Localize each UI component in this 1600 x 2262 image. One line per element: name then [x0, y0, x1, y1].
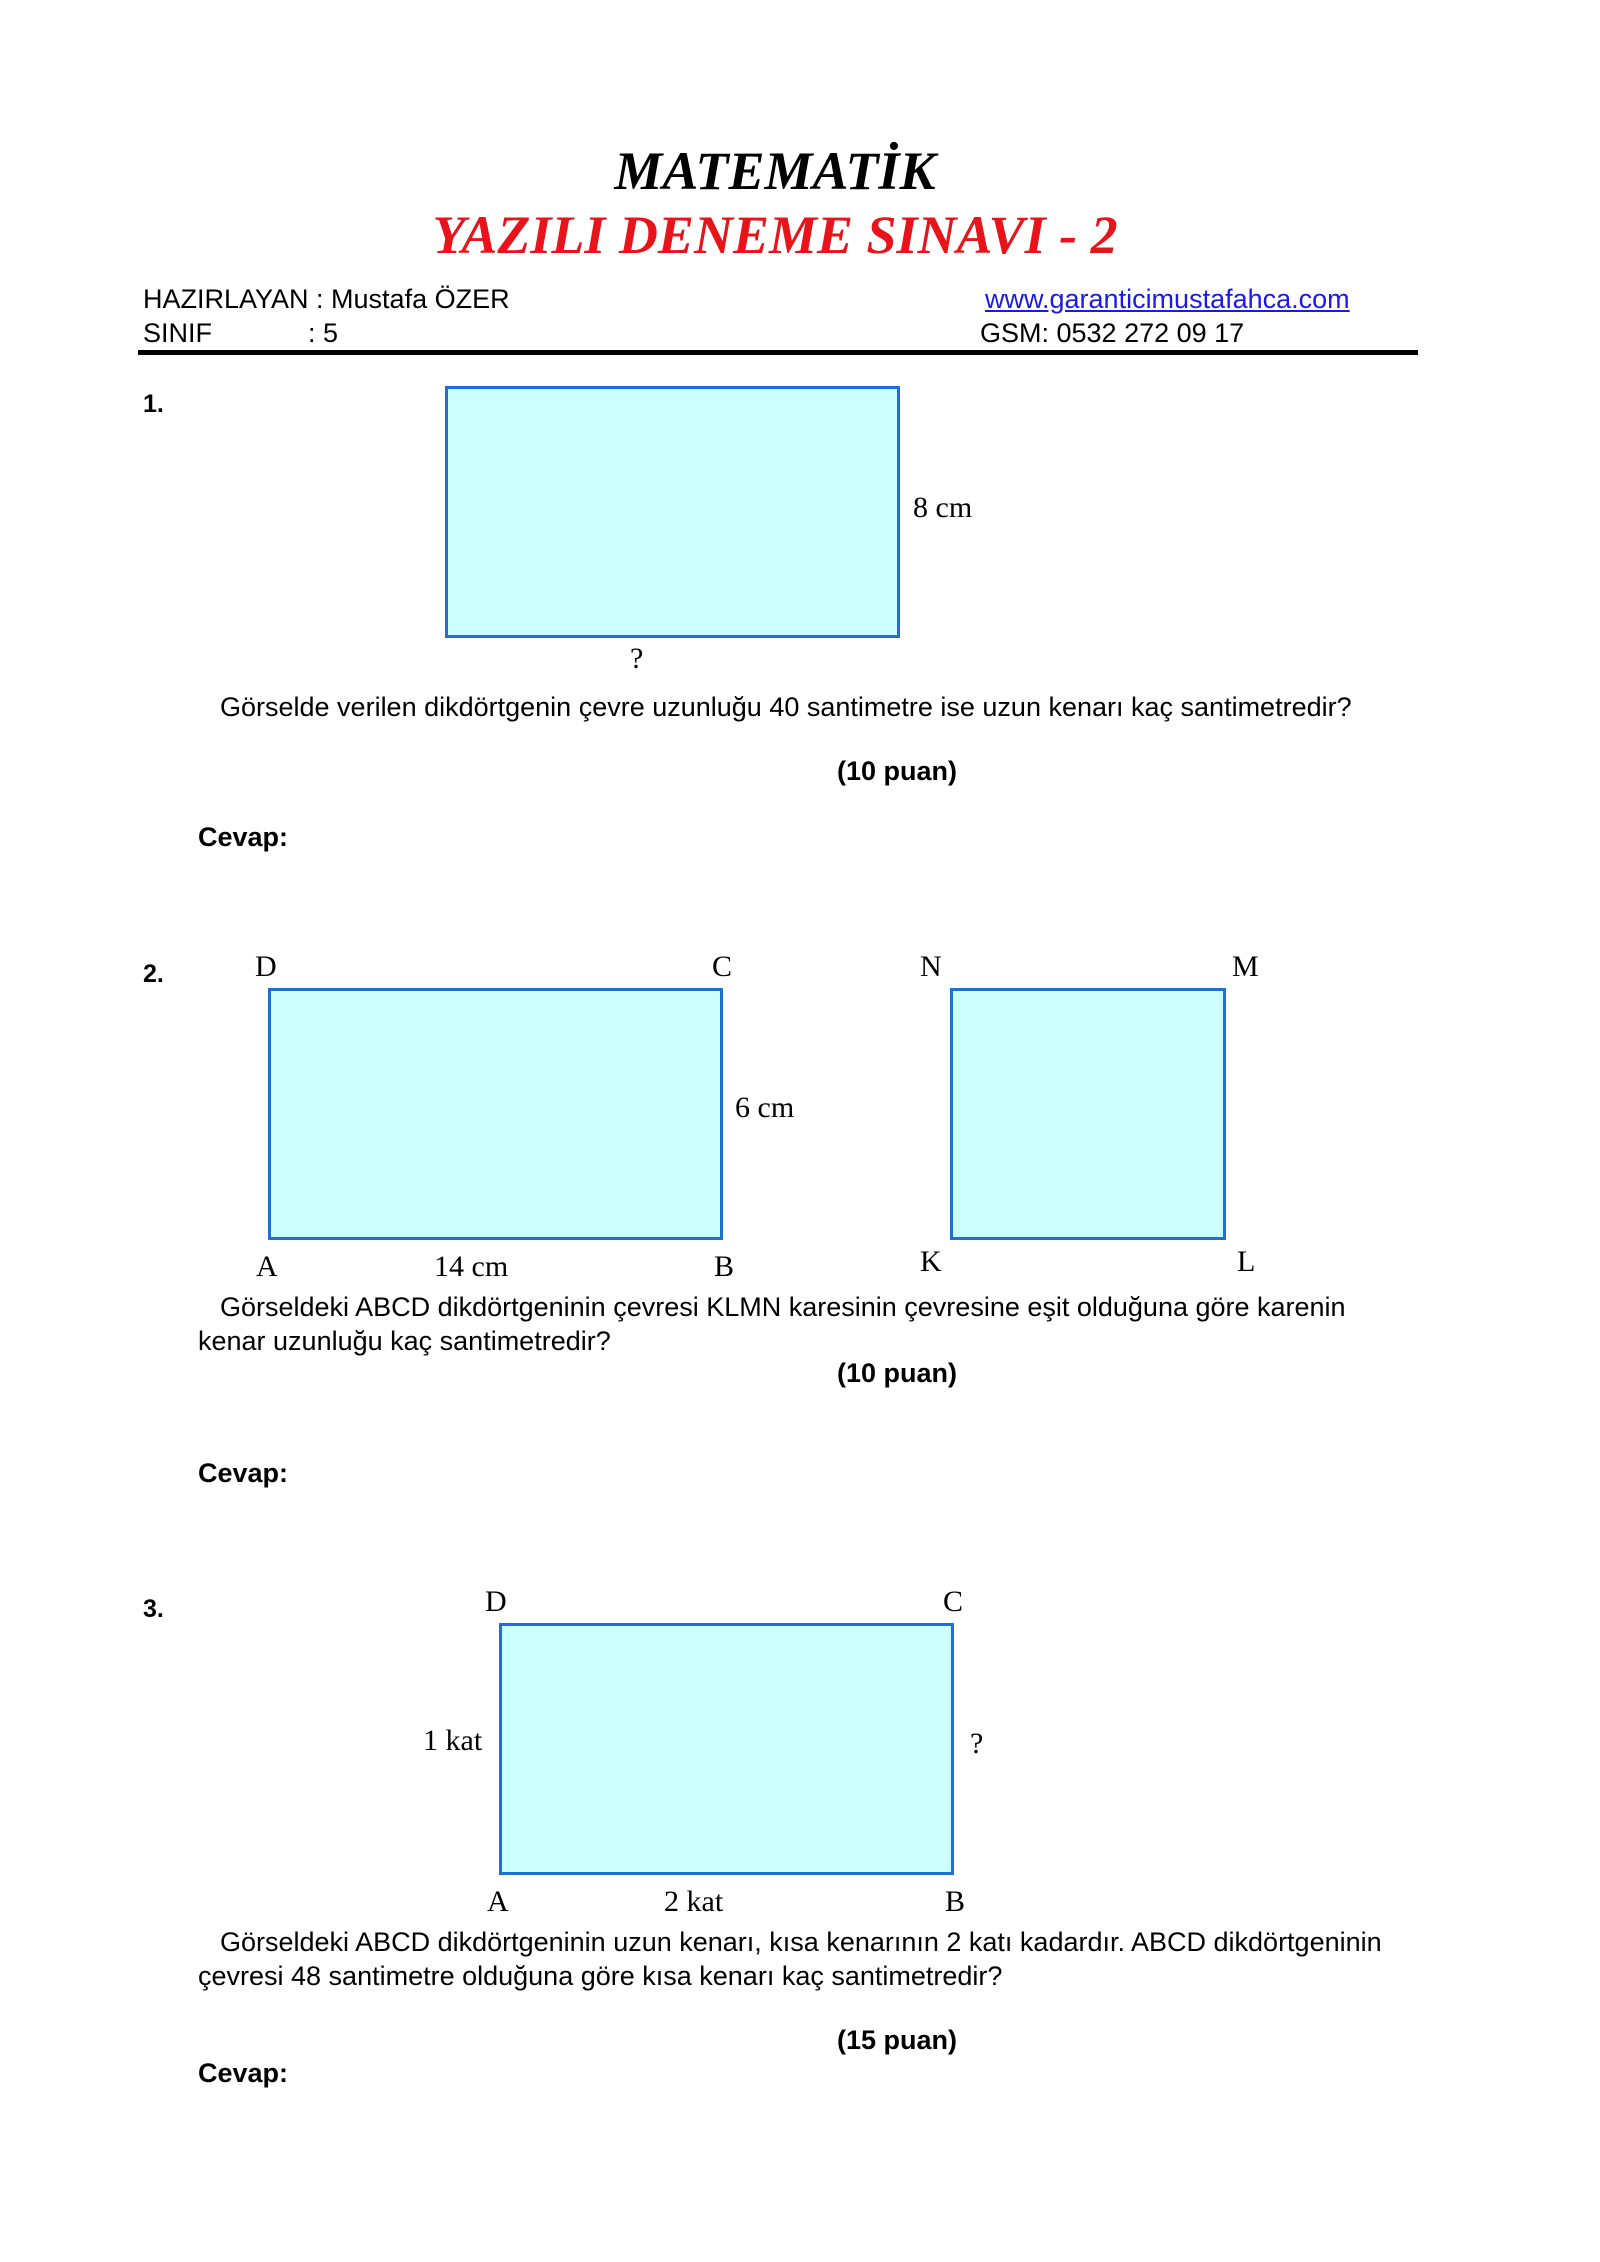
question-1-number: 1.: [143, 390, 164, 418]
question-1-points: (10 puan): [837, 756, 958, 786]
website-link[interactable]: www.garanticimustafahca.com: [985, 284, 1350, 314]
q3-label-B: B: [945, 1885, 966, 1918]
q2-label-K: K: [920, 1245, 942, 1278]
class-value: : 5: [308, 318, 339, 348]
q3-left-label: 1 kat: [423, 1724, 483, 1757]
q3-rectangle-abcd: [499, 1623, 954, 1875]
question-2-text-line2: kenar uzunluğu kaç santimetredir?: [198, 1326, 611, 1356]
q3-bottom-label: 2 kat: [664, 1885, 724, 1918]
author-label: HAZIRLAYAN : Mustafa ÖZER: [143, 284, 510, 314]
question-3-text-line1: Görseldeki ABCD dikdörtgeninin uzun kenarı, kısa kenarının 2 katı kadardır. ABCD dikdörtgeninin: [220, 1927, 1382, 1957]
q1-side-label: 8 cm: [913, 491, 973, 524]
question-3-number: 3.: [143, 1595, 164, 1623]
q2-label-L: L: [1237, 1245, 1256, 1278]
question-3-points: (15 puan): [837, 2025, 958, 2055]
q1-bottom-label: ?: [630, 642, 644, 675]
q3-label-A: A: [487, 1885, 509, 1918]
q2-side-label: 6 cm: [735, 1091, 795, 1124]
q2-label-D: D: [255, 950, 277, 983]
q2-label-A: A: [256, 1250, 278, 1283]
q2-rectangle-abcd: [268, 988, 723, 1240]
q2-label-C: C: [712, 950, 733, 983]
q2-label-M: M: [1232, 950, 1259, 983]
question-2-answer-label: Cevap:: [198, 1458, 289, 1488]
q3-label-C: C: [943, 1585, 964, 1618]
question-2-text-line1: Görseldeki ABCD dikdörtgeninin çevresi KLMN karesinin çevresine eşit olduğuna göre karenin: [220, 1292, 1346, 1322]
header-divider: [138, 350, 1418, 355]
class-label: SINIF: [143, 318, 213, 348]
q2-bottom-label: 14 cm: [434, 1250, 509, 1283]
q2-label-N: N: [920, 950, 942, 983]
q2-label-B: B: [714, 1250, 735, 1283]
q3-right-label: ?: [970, 1727, 984, 1760]
question-2-points: (10 puan): [837, 1358, 958, 1388]
phone-number: GSM: 0532 272 09 17: [980, 318, 1245, 348]
question-2-number: 2.: [143, 960, 164, 988]
page-title: MATEMATİK: [614, 141, 936, 201]
question-1-answer-label: Cevap:: [198, 822, 289, 852]
q3-label-D: D: [485, 1585, 507, 1618]
page-subtitle: YAZILI DENEME SINAVI - 2: [432, 205, 1118, 265]
question-3-text-line2: çevresi 48 santimetre olduğuna göre kısa kenarı kaç santimetredir?: [198, 1961, 1003, 1991]
q2-square-klmn: [950, 988, 1226, 1240]
question-1-text: Görselde verilen dikdörtgenin çevre uzunluğu 40 santimetre ise uzun kenarı kaç santimetredir?: [220, 692, 1352, 722]
question-3-answer-label: Cevap:: [198, 2058, 289, 2088]
q1-rectangle: [445, 386, 900, 638]
